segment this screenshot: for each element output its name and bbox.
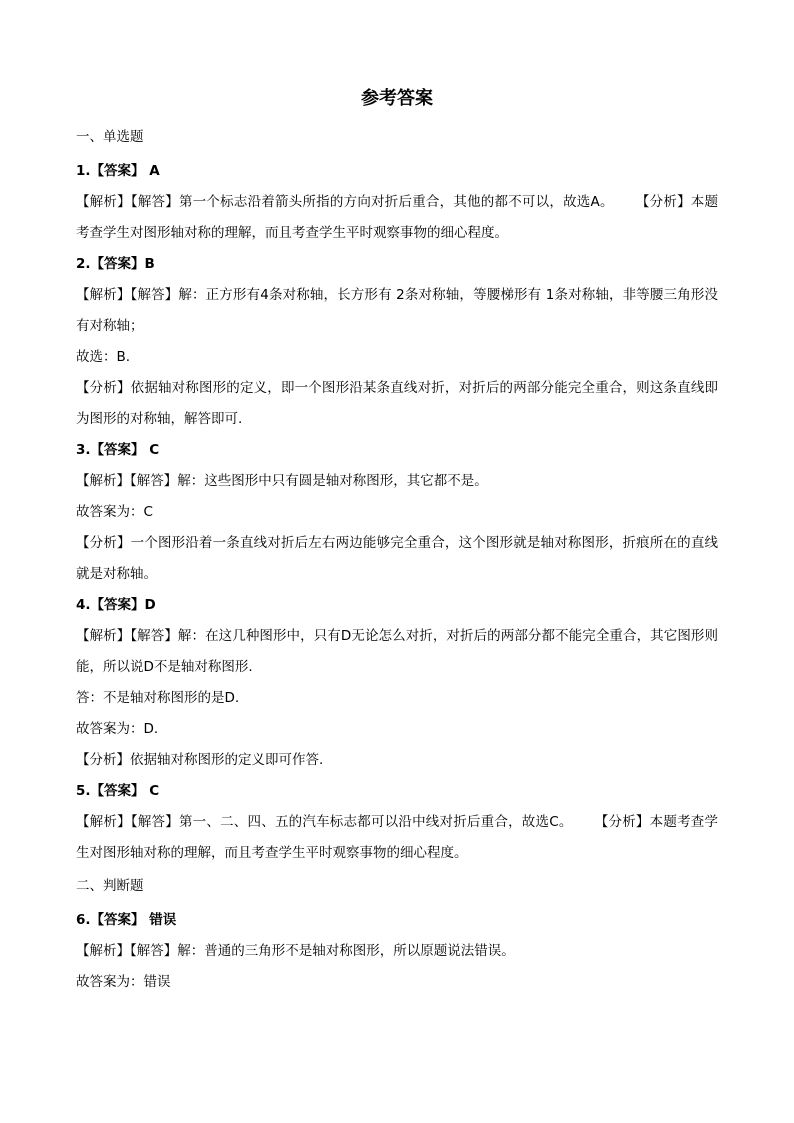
section-heading-single-choice: 一、单选题 [76,129,144,145]
conclusion-text: 故选：B. [76,349,131,365]
solution-text: 【解析】【解答】第一、二、四、五的汽车标志都可以沿中线对折后重合，故选C。 [76,814,573,830]
answer-item-3 [76,435,718,590]
solution-text: 【解析】【解答】解：这些图形中只有圆是轴对称图形，其它都不是。 [76,473,488,489]
answer-label: 6.【答案】 错误 [76,912,177,928]
solution-text: 【解析】【解答】解：在这几种图形中，只有D无论怎么对折，对折后的两部分都不能完全重合，其它图形则能，所以说D不是轴对称图形. [76,628,718,675]
conclusion-text: 故答案为：错误 [76,974,171,990]
answer-item-5 [76,776,718,869]
section-heading-true-false: 二、判断题 [76,878,144,894]
answer-label: 2.【答案】B [76,256,155,272]
answer-item-2 [76,249,718,435]
analysis-text [76,187,718,249]
answer-label: 4.【答案】D [76,597,156,613]
answer-statement: 答：不是轴对称图形的是D. [76,690,240,706]
answer-label: 1.【答案】 A [76,163,160,179]
answer-item-1 [76,156,718,249]
answer-item-4 [76,590,718,776]
analysis-text [76,807,718,869]
analysis-note: 【分析】本题考查学生对图形轴对称的理解，而且考查学生平时观察事物的细心程度。 [76,814,718,861]
analysis-note: 【分析】依据轴对称图形的定义，即一个图形沿某条直线对折，对折后的两部分能完全重合，则这条直线即为图形的对称轴，解答即可. [76,380,718,427]
page-title: 参考答案 [361,88,433,109]
answer-label: 5.【答案】 C [76,783,160,799]
conclusion-text: 故答案为：D. [76,721,159,737]
analysis-note: 【分析】本题考查学生对图形轴对称的理解，而且考查学生平时观察事物的细心程度。 [76,194,719,241]
solution-text: 【解析】【解答】解：正方形有4条对称轴，长方形有 2条对称轴，等腰梯形有 1条对称轴，非等腰三角形没有对称轴； [76,287,718,334]
analysis-note: 【分析】一个图形沿着一条直线对折后左右两边能够完全重合，这个图形就是轴对称图形，折痕所在的直线就是对称轴。 [76,535,718,582]
answer-item-6 [76,905,718,998]
solution-text: 【解析】【解答】解：普通的三角形不是轴对称图形，所以原题说法错误。 [76,943,515,959]
analysis-note: 【分析】依据轴对称图形的定义即可作答. [76,752,324,768]
answer-label: 3.【答案】 C [76,442,160,458]
solution-text: 【解析】【解答】第一个标志沿着箭头所指的方向对折后重合，其他的都不可以，故选A。 [76,194,614,210]
conclusion-text: 故答案为：C [76,504,153,520]
